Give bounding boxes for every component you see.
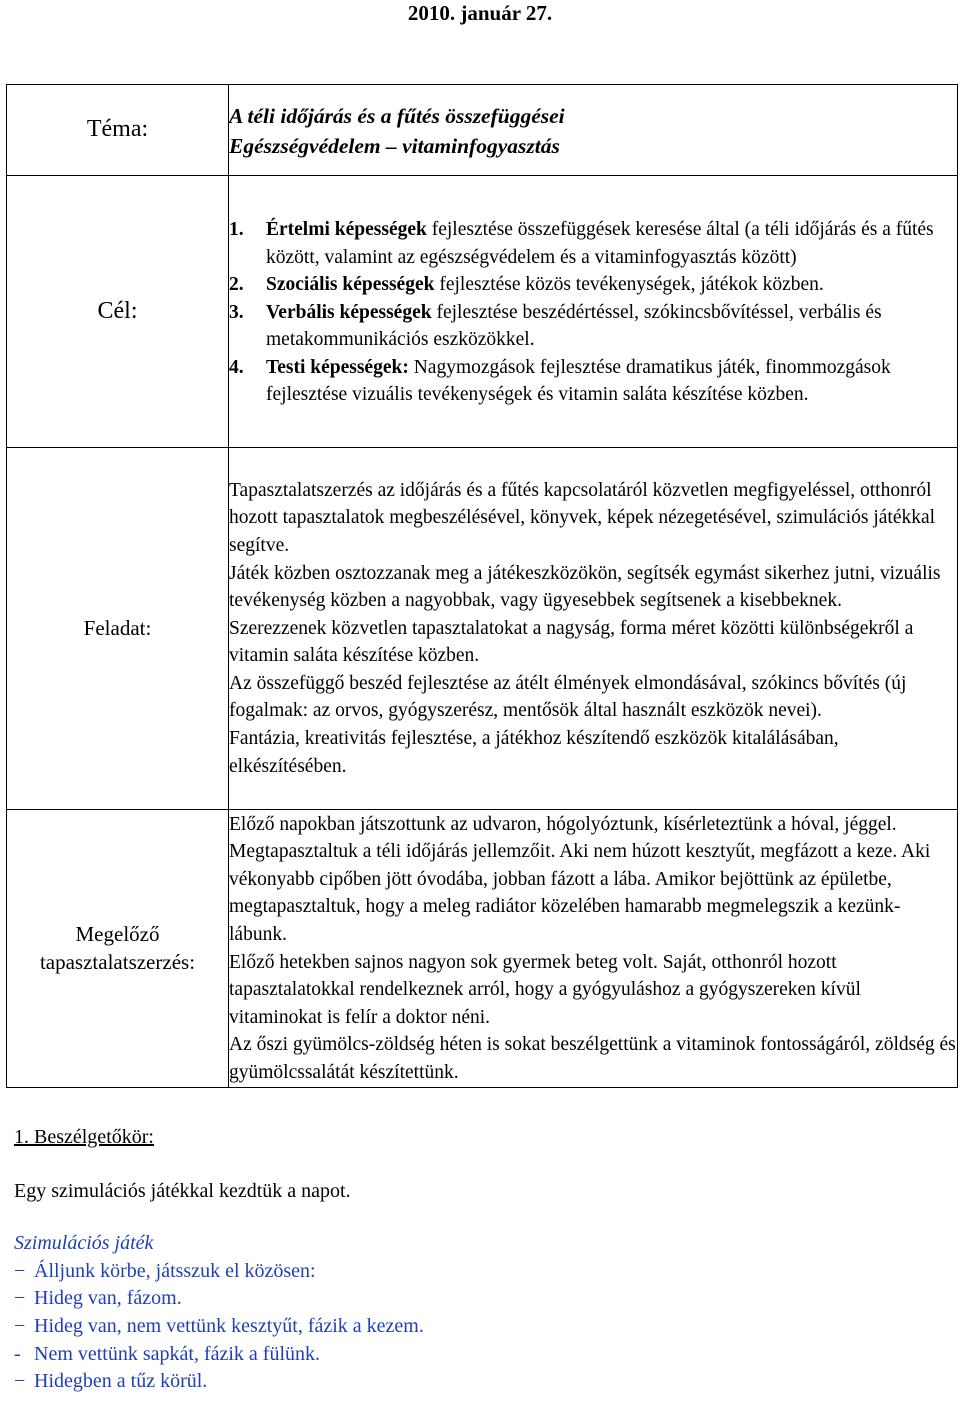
experience-paragraph: Előző hetekben sajnos nagyon sok gyermek beteg volt. Saját, otthonról hozott tapasztalatokkal rendelkeznek arról, hogy a gyógyuláshoz a gyógyszereken kívül vitaminokat is felír a doktor néni. xyxy=(229,951,861,1028)
section-intro: Egy szimulációs játékkal kezdtük a napot. xyxy=(14,1179,351,1202)
goal-item xyxy=(229,216,957,271)
cel-row xyxy=(7,176,958,448)
goal-text: Nagymozgások fejlesztése dramatikus játék, finommozgások fejlesztése vizuális tevékenységek és vitamin saláta készítése közben. xyxy=(266,356,891,406)
simulation-line-text: Hideg van, nem vettünk kesztyűt, fázik a kezem. xyxy=(34,1314,424,1337)
experience-paragraph: Az őszi gyümölcs-zöldség héten is sokat beszélgettünk a vitaminok fontosságáról, zöldség és gyümölcssalátát készítettünk. xyxy=(229,1034,956,1083)
discussion-section xyxy=(14,1124,424,1396)
goal-skill: Testi képességek: xyxy=(266,356,409,378)
lesson-plan-table xyxy=(6,84,958,1088)
simulation-title: Szimulációs játék xyxy=(14,1232,154,1255)
lesson-date: 2010. január 27. xyxy=(407,1,553,25)
cel-content xyxy=(229,176,958,448)
dash-bullet: − xyxy=(14,1314,26,1337)
goal-skill: Szociális képességek xyxy=(266,274,435,296)
megelozo-row xyxy=(7,810,958,1088)
tema-label: Téma: xyxy=(7,85,229,176)
simulation-line xyxy=(14,1368,424,1396)
experience-paragraph: Előző napokban játszottunk az udvaron, hógolyóztunk, kísérleteztünk a hóval, jéggel. Megtapasztaltuk a téli időjárás jellemzőit. Aki nem húzott kesztyűt, megfázott a keze. Aki vékonyabb cipőben jött óvodába, jobban fázott a lába. Amikor bejöttünk az épületbe, megtapasztaltuk, hogy a meleg radiátor közelében hamarabb megmelegszik a kezünk-lábunk. xyxy=(229,813,931,945)
megelozo-label-line: Megelőző xyxy=(75,922,160,946)
section-heading-text: Beszélgetőkör xyxy=(34,1126,149,1148)
goal-number: 3. xyxy=(229,301,244,323)
task-paragraph: Fantázia, kreativitás fejlesztése, a játékhoz készítendő eszközök kitalálásában, elkészítésében. xyxy=(229,728,839,777)
simulation-line-text: Hideg van, fázom. xyxy=(34,1287,182,1310)
dash-bullet: − xyxy=(14,1287,26,1310)
section-heading xyxy=(14,1124,424,1152)
task-paragraph: Az összefüggő beszéd fejlesztése az átélt élmények elmondásával, szókincs bővítés (új fogalmak: az orvos, gyógyszerész, mentősök által használt eszközök nevei). xyxy=(229,672,907,722)
simulation-line xyxy=(14,1258,424,1286)
dash-bullet: - xyxy=(14,1342,21,1365)
section-heading-number: 1. xyxy=(14,1126,34,1148)
goal-item xyxy=(229,299,957,354)
simulation-line xyxy=(14,1313,424,1341)
simulation-line xyxy=(14,1285,424,1313)
tema-line: A téli időjárás és a fűtés összefüggései xyxy=(229,104,565,128)
feladat-row xyxy=(7,448,958,810)
megelozo-label-line: tapasztalatszerzés: xyxy=(39,949,196,974)
tema-line: Egészségvédelem – vitaminfogyasztás xyxy=(229,134,560,158)
goal-number: 4. xyxy=(229,356,244,378)
task-paragraph: Játék közben osztozzanak meg a játékeszközökön, segítsék egymást sikerhez jutni, vizuális tevékenység közben a nagyobbak, vagy ügyesebbek segítsenek a kisebbeknek. xyxy=(229,562,941,612)
goal-number: 1. xyxy=(229,218,244,240)
simulation-line-text: Hidegben a tűz körül. xyxy=(34,1370,208,1393)
goal-skill: Értelmi képességek xyxy=(266,218,427,240)
goal-list xyxy=(229,214,957,409)
simulation-line-text: Nem vettünk sapkát, fázik a fülünk. xyxy=(34,1342,321,1365)
goal-text: fejlesztése közös tevékenységek, játékok közben. xyxy=(434,274,824,296)
megelozo-content xyxy=(229,810,958,1088)
tema-row xyxy=(7,85,958,176)
goal-skill: Verbális képességek xyxy=(266,301,432,323)
megelozo-label xyxy=(7,810,229,1088)
goal-item xyxy=(229,271,957,299)
task-paragraph: Szerezzenek közvetlen tapasztalatokat a nagyság, forma méret közötti különbségekről a vitamin saláta készítése közben. xyxy=(229,617,914,667)
section-heading-colon: : xyxy=(148,1126,154,1148)
simulation-line-text: Álljunk körbe, játsszuk el közösen: xyxy=(34,1259,316,1282)
dash-bullet: − xyxy=(14,1370,26,1393)
tema-content xyxy=(229,85,958,176)
cel-label: Cél: xyxy=(7,176,229,448)
goal-text: fejlesztése összefüggések keresése által (a téli időjárás és a fűtés között, valamint az egészségvédelem és a vitaminfogyasztás között) xyxy=(266,218,934,268)
goal-text: fejlesztése beszédértéssel, szókincsbővítéssel, verbális és metakommunikációs eszközökkel. xyxy=(266,301,882,351)
goal-item xyxy=(229,354,957,409)
feladat-content xyxy=(229,448,958,810)
feladat-label: Feladat: xyxy=(7,448,229,810)
simulation-line xyxy=(14,1341,424,1369)
goal-number: 2. xyxy=(229,274,244,296)
task-paragraph: Tapasztalatszerzés az időjárás és a fűtés kapcsolatáról közvetlen megfigyeléssel, otthonról hozott tapasztalatok megbeszélésével, könyvek, képek nézegetésével, szimulációs játékkal segítve. xyxy=(229,479,936,556)
dash-bullet: − xyxy=(14,1259,26,1282)
